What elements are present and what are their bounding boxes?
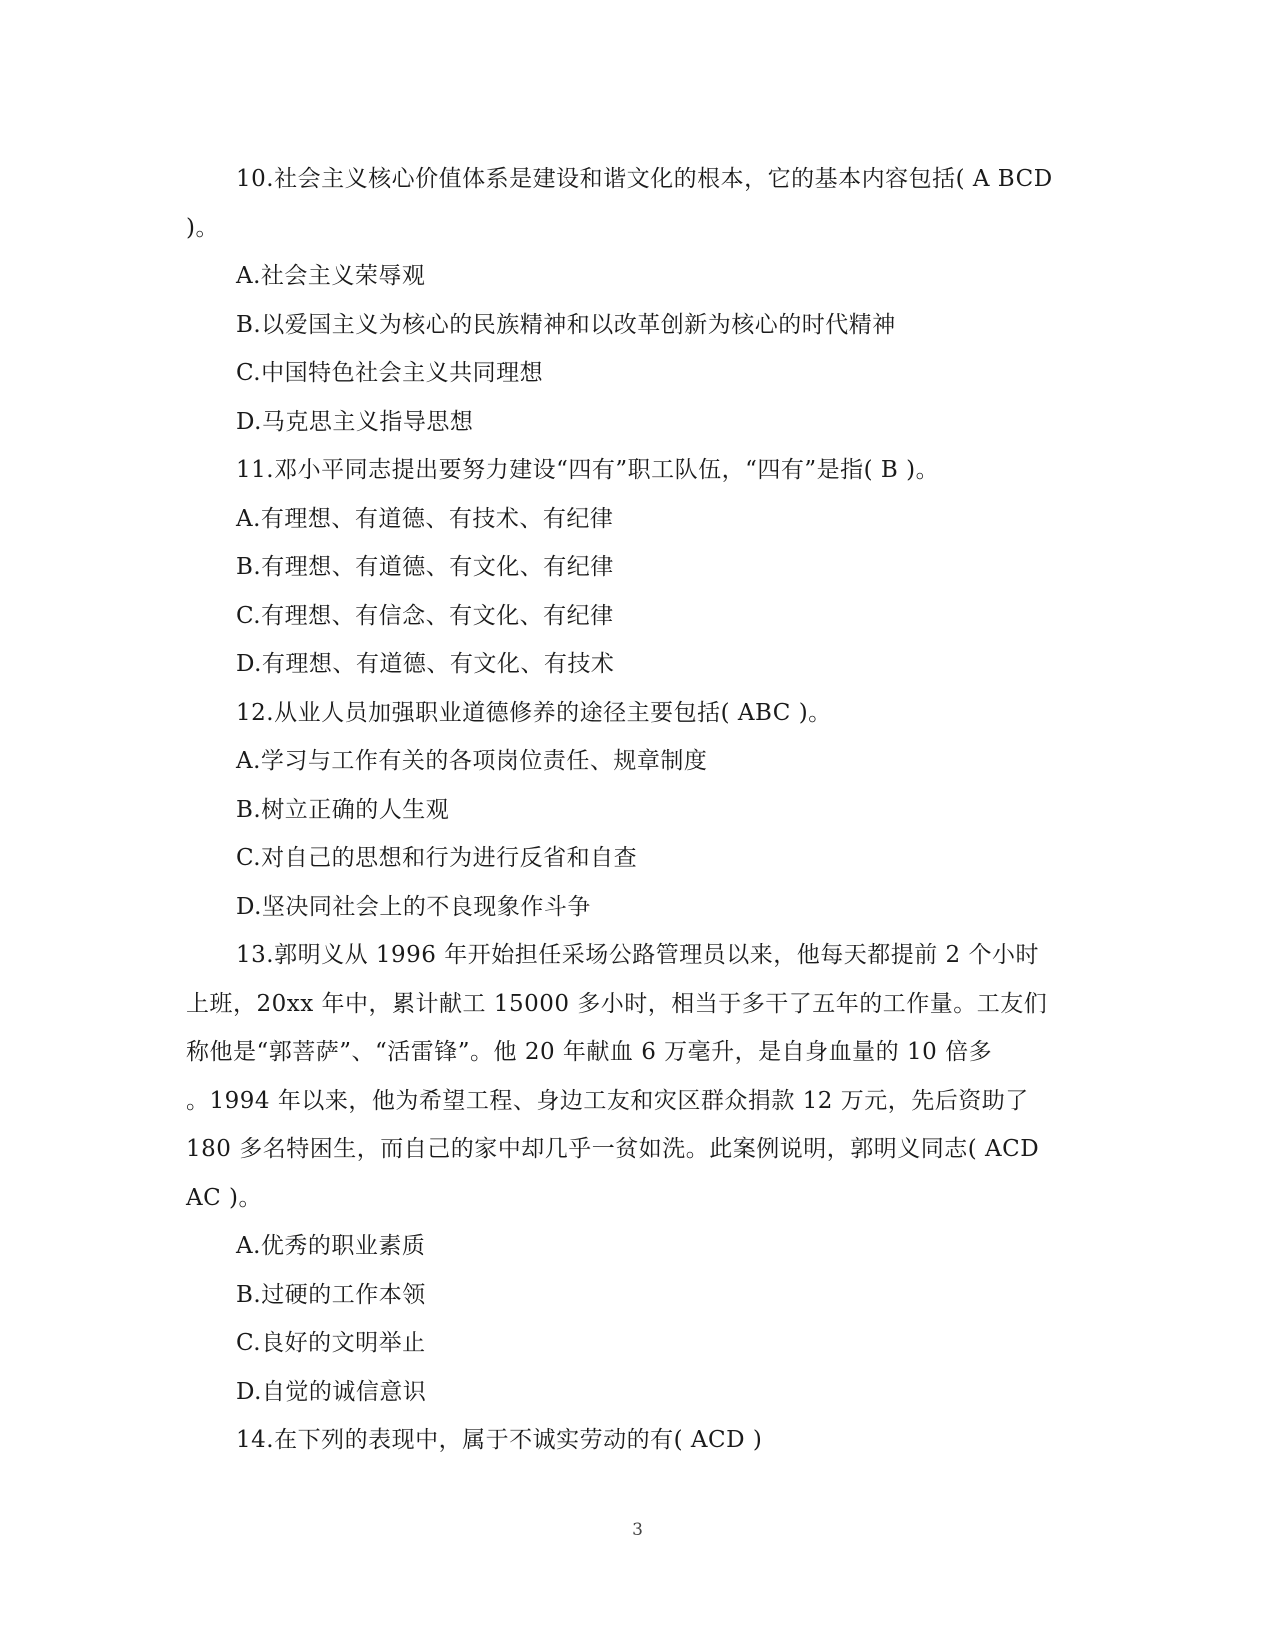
question-text-continued: AC )。 (186, 1184, 262, 1211)
answer-option: C.对自己的思想和行为进行反省和自查 (236, 845, 638, 871)
answer-option: A.有理想、有道德、有技术、有纪律 (236, 505, 614, 532)
document-body (186, 155, 1086, 1465)
question-text: 14.在下列的表现中，属于不诚实劳动的有( ACD ) (236, 1427, 763, 1453)
answer-option: B.过硬的工作本领 (236, 1281, 426, 1308)
answer-option: D.坚决同社会上的不良现象作斗争 (236, 893, 591, 920)
question-text: 12.从业人员加强职业道德修养的途径主要包括( ABC )。 (236, 699, 832, 726)
question-text: 11.邓小平同志提出要努力建设“四有”职工队伍，“四有”是指( B )。 (236, 457, 940, 483)
answer-option: D.有理想、有道德、有文化、有技术 (236, 651, 615, 677)
answer-option: C.良好的文明举止 (236, 1330, 426, 1356)
answer-option: A.优秀的职业素质 (236, 1233, 426, 1259)
answer-option: B.有理想、有道德、有文化、有纪律 (236, 554, 614, 580)
answer-option: B.以爱国主义为核心的民族精神和以改革创新为核心的时代精神 (236, 311, 896, 338)
question-text-continued: 上班，20xx 年中，累计献工 15000 多小时，相当于多干了五年的工作量。工友们 (186, 990, 1048, 1017)
answer-option: D.马克思主义指导思想 (236, 408, 474, 435)
answer-option: C.有理想、有信念、有文化、有纪律 (236, 602, 614, 629)
answer-option: D.自觉的诚信意识 (236, 1378, 427, 1405)
answer-option: C.中国特色社会主义共同理想 (236, 360, 544, 386)
answer-option: B.树立正确的人生观 (236, 796, 450, 823)
answer-option: A.社会主义荣辱观 (236, 263, 426, 289)
question-text-continued: 。1994 年以来，他为希望工程、身边工友和灾区群众捐款 12 万元，先后资助了 (186, 1087, 1029, 1114)
answer-option: A.学习与工作有关的各项岗位责任、规章制度 (236, 748, 708, 774)
question-text-continued: )。 (186, 214, 219, 241)
question-text: 10.社会主义核心价值体系是建设和谐文化的根本，它的基本内容包括( A BCD (236, 166, 1053, 192)
question-text-continued: 称他是“郭菩萨”、“活雷锋”。他 20 年献血 6 万毫升，是自身血量的 10 倍多 (186, 1039, 993, 1065)
question-text-continued: 180 多名特困生，而自己的家中却几乎一贫如洗。此案例说明，郭明义同志( ACD (186, 1136, 1040, 1162)
question-text: 13.郭明义从 1996 年开始担任采场公路管理员以来，他每天都提前 2 个小时 (236, 942, 1039, 968)
page-number: 3 (632, 1520, 643, 1540)
